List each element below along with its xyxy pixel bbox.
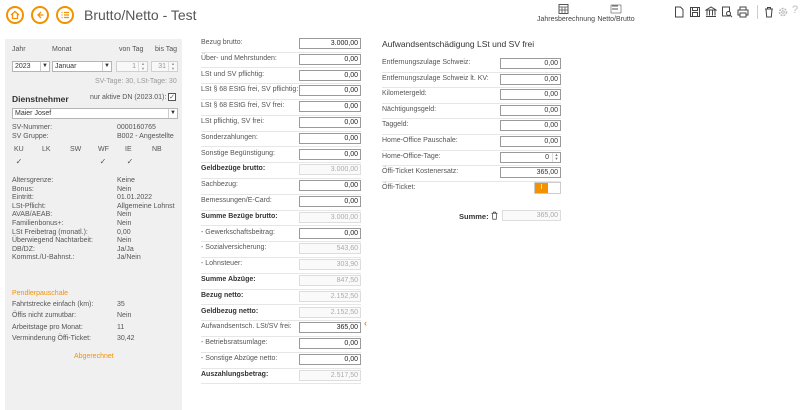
swap-icon <box>610 4 622 14</box>
info-row-value: Nein <box>117 237 132 245</box>
jahr-value: 2023 <box>15 63 31 70</box>
middle-row-label: Über- und Mehrstunden: <box>201 54 277 62</box>
right-row-label: Taggeld: <box>382 121 409 129</box>
flag-checkbox-ku[interactable]: ✓ <box>15 157 23 166</box>
info-row-value: Ja/Ja <box>117 245 134 253</box>
middle-row-field[interactable]: 0,00 <box>299 149 361 160</box>
row-divider <box>201 131 361 132</box>
middle-row-field: 2.152,50 <box>299 307 361 318</box>
monat-label: Monat <box>52 46 72 53</box>
von-tag-value: 1 <box>132 63 136 70</box>
middle-row-field[interactable]: 0,00 <box>299 117 361 128</box>
flag-label-sw: SW <box>70 146 82 153</box>
right-section-title: Aufwandsentschädigung LSt und SV frei <box>382 39 535 49</box>
settings-icon[interactable] <box>777 6 789 18</box>
right-row-field[interactable]: 0,00 <box>500 74 561 85</box>
flag-label-ie: IE <box>125 146 132 153</box>
pendler-row-value: 35 <box>117 301 125 308</box>
sv-tage-info: SV-Tage: 30, LSt-Tage: 30 <box>95 78 177 85</box>
chevron-down-icon: ▼ <box>40 62 49 71</box>
row-divider <box>382 87 561 88</box>
flag-checkbox-nb[interactable] <box>153 158 161 166</box>
trash-icon[interactable] <box>490 211 499 220</box>
sv-nummer-value: 0000160765 <box>117 124 156 131</box>
row-divider <box>201 52 361 53</box>
pendler-row-value: 11 <box>117 323 125 331</box>
pendler-row-label: Verminderung Öffi-Ticket: <box>12 334 91 342</box>
info-row-label: Überwiegend Nachtarbeit: <box>12 237 93 245</box>
middle-row-field: 303,90 <box>299 259 361 270</box>
middle-row-field: 3.000,00 <box>299 212 361 223</box>
info-row-label: Familienbonus+: <box>12 220 64 227</box>
middle-row-field[interactable]: 0,00 <box>299 354 361 365</box>
middle-row-label: Summe Bezüge brutto: <box>201 212 278 220</box>
middle-row-field[interactable]: 365,00 <box>299 322 361 333</box>
row-divider <box>382 165 561 166</box>
stepper-arrows-icon: ▲ ▼ <box>138 62 147 71</box>
middle-row-field: 3.000,00 <box>299 164 361 175</box>
row-divider <box>201 162 361 163</box>
middle-row-label: Aufwandsentsch. LSt/SV frei: <box>201 323 292 331</box>
flag-label-wf: WF <box>98 146 109 153</box>
middle-row-field[interactable]: 0,00 <box>299 133 361 144</box>
netto-brutto-button[interactable] <box>595 4 637 24</box>
middle-row-field: 2.152,50 <box>299 291 361 302</box>
info-row-value: Nein <box>117 220 132 227</box>
middle-row-label: - Sozialversicherung: <box>201 244 267 252</box>
row-divider <box>201 210 361 211</box>
middle-row-field[interactable]: 0,00 <box>299 70 361 81</box>
row-divider <box>201 368 361 369</box>
info-row-label: LSt-Pflicht: <box>12 202 46 210</box>
right-row-label: Home-Office-Tage: <box>382 152 441 160</box>
info-row-label: AVAB/AEAB: <box>12 211 53 219</box>
row-divider <box>201 146 361 147</box>
help-icon[interactable]: ? <box>792 4 799 16</box>
middle-row-label: Bezug netto: <box>201 291 244 299</box>
middle-row-label: Bezug brutto: <box>201 39 243 46</box>
right-row-field[interactable]: 0,00 <box>500 58 561 69</box>
row-divider <box>201 67 361 68</box>
middle-row-field[interactable]: 0,00 <box>299 180 361 191</box>
info-row-label: Kommst./U-Bahnst.: <box>12 254 75 262</box>
row-divider <box>201 194 361 195</box>
menu-list-icon[interactable] <box>56 6 74 24</box>
nur-aktive-checkbox[interactable]: ✓ <box>169 94 175 101</box>
middle-row-label: LSt und SV pflichtig: <box>201 70 265 78</box>
info-row-label: DB/DZ: <box>12 245 35 253</box>
info-row-label: Altersgrenze: <box>12 177 54 184</box>
middle-row-label: LSt § 68 EStG frei, SV frei: <box>201 102 285 110</box>
delete-icon[interactable] <box>763 6 775 18</box>
dienstnehmer-heading: Dienstnehmer <box>12 94 69 104</box>
info-row-value: Allgemeine Lohnst <box>117 202 175 210</box>
middle-row-field[interactable]: 0,00 <box>299 228 361 239</box>
von-tag-label: von Tag <box>119 46 144 53</box>
middle-row-label: Sonstige Begünstigung: <box>201 149 275 157</box>
row-divider <box>201 83 361 84</box>
middle-row-field[interactable]: 0,00 <box>299 101 361 112</box>
jahresberechnung-label: Jahresberechnung <box>537 16 595 23</box>
middle-row-field[interactable]: 3.000,00 <box>299 38 361 49</box>
row-divider <box>382 72 561 73</box>
home-office-tage-stepper[interactable]: 0 <box>500 152 561 163</box>
save-icon[interactable] <box>689 6 701 18</box>
monat-select[interactable] <box>52 61 112 72</box>
jahr-select[interactable] <box>12 61 50 72</box>
oeffi-ticket-toggle[interactable] <box>534 182 561 194</box>
top-bar <box>0 0 802 32</box>
sv-nummer-label: SV-Nummer: <box>12 124 53 131</box>
pendler-row-value: Nein <box>117 312 132 320</box>
row-divider <box>201 383 361 384</box>
summe-field: 365,00 <box>502 210 561 221</box>
pendler-row-label: Fahrtstrecke einfach (km): <box>12 301 94 308</box>
middle-row-field: 2.517,50 <box>299 370 361 381</box>
right-row-field[interactable]: 365,00 <box>500 167 561 178</box>
stepper-arrows-icon: ▲ ▼ <box>168 62 177 71</box>
middle-row-label: - Betriebsratsumlage: <box>201 339 268 347</box>
middle-row-label: Summe Abzüge: <box>201 276 256 283</box>
row-divider <box>382 134 561 135</box>
calculator-icon <box>558 4 569 14</box>
pendlerpauschale-heading: Pendlerpauschale <box>12 290 69 297</box>
info-row-value: Ja/Nein <box>117 254 141 262</box>
new-document-icon[interactable] <box>673 6 685 18</box>
sv-gruppe-value: B002 - Angestellte <box>117 133 174 140</box>
flag-checkbox-wf[interactable]: ✓ <box>99 157 107 166</box>
row-divider <box>201 273 361 274</box>
pendler-row-label: Öffis nicht zumutbar: <box>12 312 77 320</box>
middle-row-label: LSt pflichtig, SV frei: <box>201 118 265 125</box>
middle-row-label: LSt § 68 EStG frei, SV pflichtig: <box>201 86 299 94</box>
row-divider <box>201 115 361 116</box>
jahr-label: Jahr <box>12 46 26 53</box>
chevron-left-icon[interactable]: ‹ <box>364 318 367 328</box>
summe-label: Summe: <box>459 212 489 221</box>
middle-row-label: Auszahlungsbetrag: <box>201 370 269 378</box>
employee-value: Maier Josef <box>15 110 52 117</box>
right-row-field[interactable]: 0,00 <box>500 105 561 116</box>
right-row-label: Öffi-Ticket: <box>382 183 416 191</box>
middle-row-field[interactable]: 0,00 <box>299 54 361 65</box>
flag-label-nb: NB <box>152 146 162 153</box>
search-doc-icon[interactable] <box>721 6 733 18</box>
info-row-value: 0,00 <box>117 228 131 236</box>
info-row-label: Bonus: <box>12 185 34 193</box>
right-row-label: Nächtigungsgeld: <box>382 105 437 113</box>
middle-row-field[interactable]: 0,00 <box>299 85 361 96</box>
row-divider <box>201 178 361 179</box>
middle-row-label: Geldbezug netto: <box>201 307 259 315</box>
row-divider <box>201 304 361 305</box>
abgerechnet-status: Abgerechnet <box>74 353 114 360</box>
row-divider <box>201 99 361 100</box>
nur-aktive-label: nur aktive DN (2023.01): <box>90 94 167 101</box>
middle-row-label: - Sonstige Abzüge netto: <box>201 355 278 362</box>
monat-value: Januar <box>55 63 77 70</box>
pendler-row-label: Arbeitstage pro Monat: <box>12 323 83 331</box>
middle-row-label: - Gewerkschaftsbeitrag: <box>201 228 275 236</box>
back-icon[interactable] <box>31 6 49 24</box>
stepper-arrows-icon[interactable]: ▲ ▼ <box>552 153 560 162</box>
netto-brutto-label: Netto/Brutto <box>597 16 635 23</box>
bank-icon[interactable] <box>705 6 717 18</box>
info-row-label: LSt Freibetrag (monatl.): <box>12 228 88 236</box>
right-row-field[interactable]: 0,00 <box>500 89 561 100</box>
middle-row-label: Bemessungen/E-Card: <box>201 197 272 204</box>
toolbar-divider <box>757 5 758 19</box>
chevron-down-icon: ▼ <box>102 62 111 71</box>
middle-row-field[interactable]: 0,00 <box>299 338 361 349</box>
flag-label-lk: LK <box>42 146 51 153</box>
right-row-label: Kilometergeld: <box>382 90 427 98</box>
info-row-value: 01.01.2022 <box>117 194 153 202</box>
sv-gruppe-label: SV Gruppe: <box>12 133 49 140</box>
page-title: Brutto/Netto - Test <box>84 7 197 23</box>
row-divider <box>201 320 361 321</box>
row-divider <box>201 352 361 353</box>
bis-tag-value: 31 <box>158 63 166 70</box>
right-row-field[interactable]: 0,00 <box>500 120 561 131</box>
right-row-label: Entfernungszulage Schweiz: <box>382 59 471 66</box>
home-icon[interactable] <box>6 6 24 24</box>
info-row-value: Nein <box>117 211 132 219</box>
print-icon[interactable] <box>737 6 749 18</box>
row-divider <box>201 336 361 337</box>
right-row-label: Öffi-Ticket Kostenersatz: <box>382 168 459 176</box>
flag-label-ku: KU <box>14 146 24 153</box>
middle-row-label: - Lohnsteuer: <box>201 260 243 268</box>
right-row-label: Home-Office Pauschale: <box>382 137 458 144</box>
row-divider <box>382 103 561 104</box>
row-divider <box>201 257 361 258</box>
flag-checkbox-ie[interactable]: ✓ <box>126 157 134 166</box>
middle-row-label: Geldbezüge brutto: <box>201 165 266 173</box>
employee-select[interactable] <box>12 108 178 119</box>
jahresberechnung-button[interactable] <box>537 4 595 24</box>
middle-row-field: 847,50 <box>299 275 361 286</box>
bis-tag-stepper[interactable] <box>151 61 178 72</box>
row-divider <box>382 150 561 151</box>
pendler-row-value: 30,42 <box>117 334 135 342</box>
middle-row-field: 543,60 <box>299 243 361 254</box>
von-tag-stepper[interactable] <box>116 61 148 72</box>
middle-row-label: Sonderzahlungen: <box>201 133 258 141</box>
right-row-label: Entfernungszulage Schweiz lt. KV: <box>382 74 489 82</box>
flag-checkbox-sw[interactable] <box>71 158 79 166</box>
toggle-knob: I <box>535 183 548 193</box>
right-row-field[interactable]: 0,00 <box>500 136 561 147</box>
row-divider <box>382 118 561 119</box>
middle-row-label: Sachbezug: <box>201 181 238 189</box>
row-divider <box>201 289 361 290</box>
info-row-value: Keine <box>117 177 135 184</box>
info-row-value: Nein <box>117 185 132 193</box>
middle-row-field[interactable]: 0,00 <box>299 196 361 207</box>
bis-tag-label: bis Tag <box>155 46 178 53</box>
chevron-down-icon: ▼ <box>168 109 177 118</box>
info-row-label: Eintritt: <box>12 194 34 202</box>
row-divider <box>201 241 361 242</box>
flag-checkbox-lk[interactable] <box>43 158 51 166</box>
row-divider <box>201 225 361 226</box>
